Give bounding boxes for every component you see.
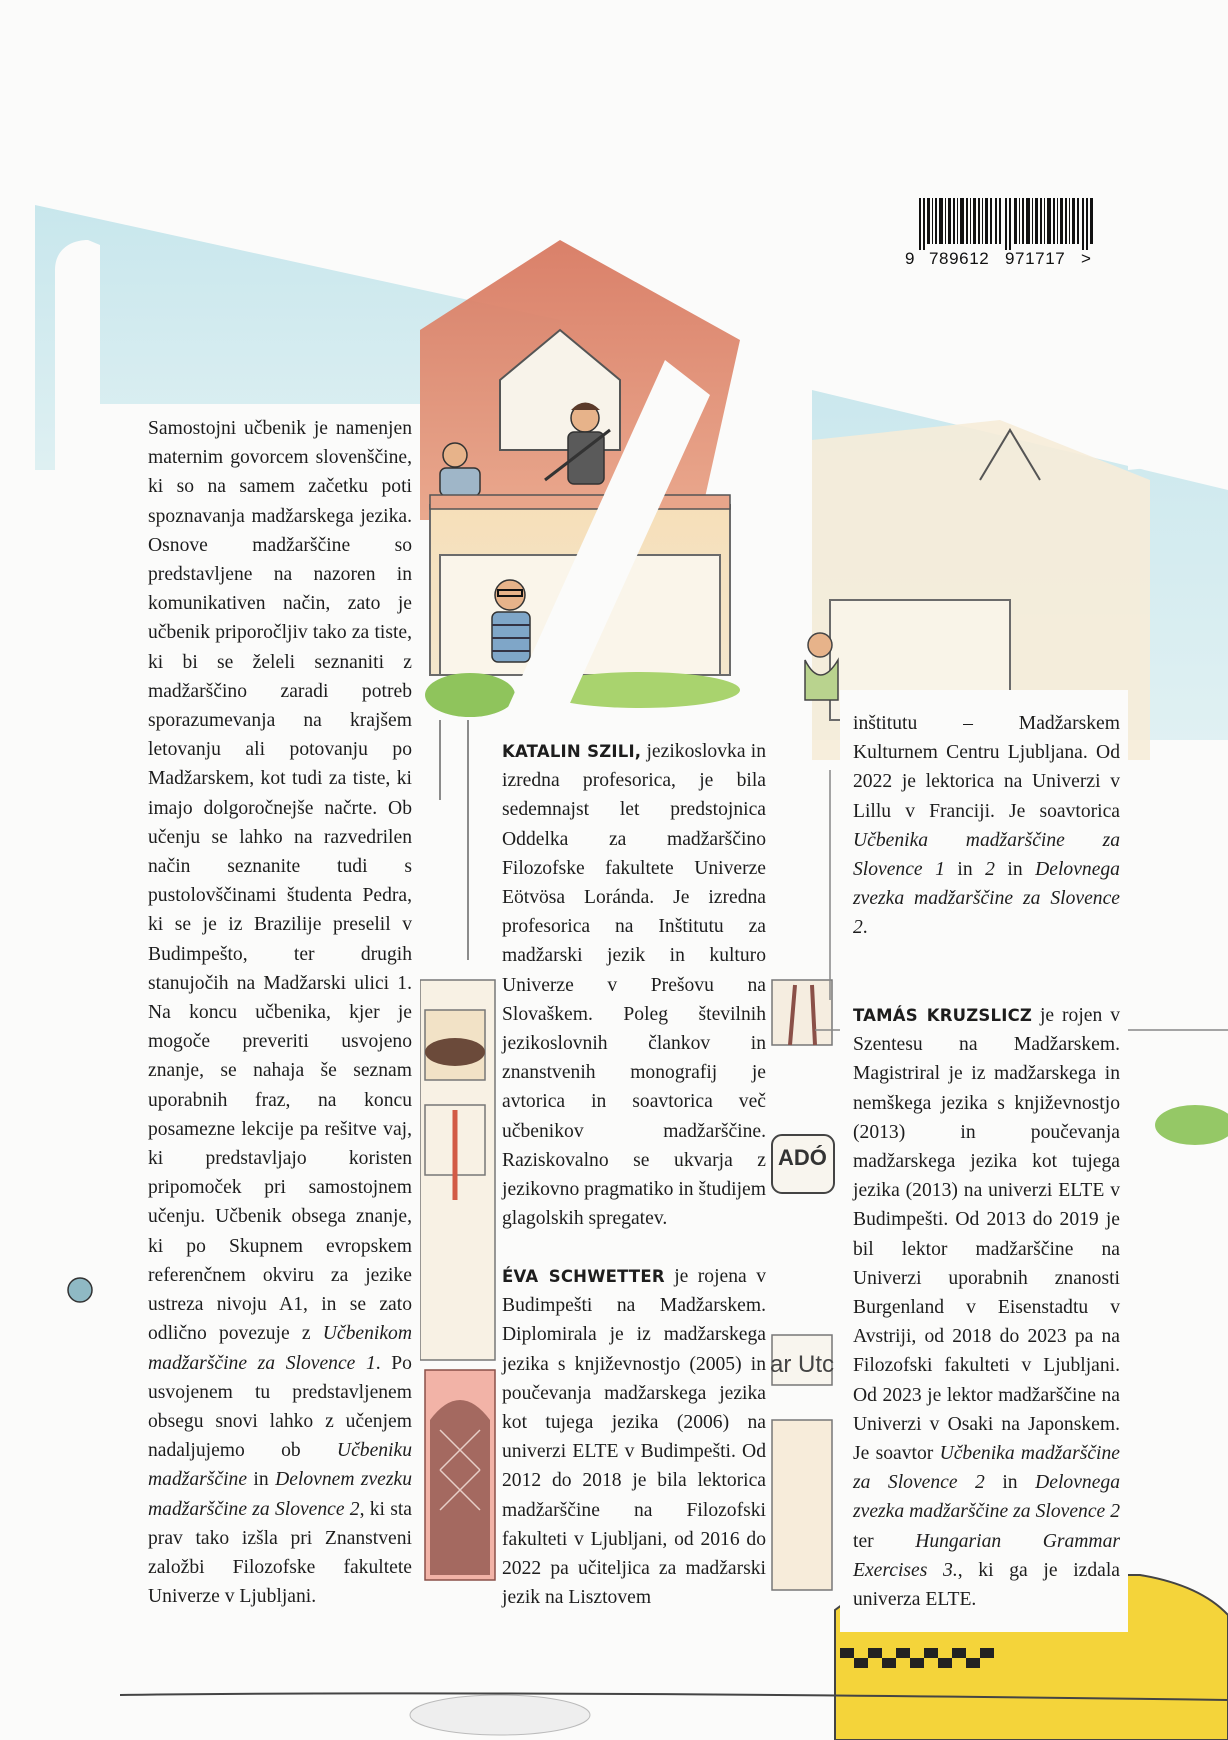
isbn-group-1: 789612: [929, 249, 990, 268]
schwetter-book-1: Učbenika madžarščine za Slovence 1: [853, 829, 1120, 881]
description-text-3: , ki sta prav tako izšla pri Znanstveni založbi Filozofske fakultete Univerze v Ljubljani.: [148, 1498, 412, 1608]
book-title-1: Učbenikom madžarščine za Slovence 1: [148, 1323, 412, 1374]
isbn-first-digit: 9: [905, 249, 916, 268]
description-and: in: [247, 1469, 276, 1491]
book-title-3: Delovnem zvezku madžarščine za Slovence 2: [148, 1469, 412, 1520]
shop-sign-ado: ADÓ: [778, 1145, 827, 1170]
isbn-end-mark: >: [1081, 249, 1092, 268]
barcode-bars: [919, 198, 1095, 250]
book-title-2: Učbeniku madžarščine: [148, 1440, 412, 1491]
schwetter-cont-1: inštitutu – Madžarskem Kulturnem Centru Ljubljana. Od 2022 je lektorica na Univerzi v Lillu v Franciji. Je soavtorica: [853, 713, 1120, 822]
schwetter-book-2: 2: [985, 859, 995, 881]
author-bio-schwetter-continued: [853, 709, 1120, 943]
author-name-schwetter: ÉVA SCHWETTER: [502, 1267, 665, 1286]
isbn-group-2: 971717: [1005, 249, 1066, 268]
schwetter-cont-in: in: [994, 859, 1036, 881]
isbn-barcode: [905, 198, 1095, 274]
street-sign: ar Utc: [770, 1351, 835, 1378]
author-text-szili: jezikoslovka in izredna profesorica, je bila sedemnajst let predstojnica Oddelka za madžarščino Filozofske fakultete Univerze Eötvösa Loránda. Je izredna profesorica na Inštitutu za madžarski jezik in kulturo Univerze v Prešovu na Slovaškem. Poleg številnih jezikoslovnih člankov in znanstvenih monografij je avtorica in soavtorica več učbenikov madžarščine. Raziskovalno se ukvarja z jezikovno pragmatiko in študijem glagolskih spregatev.: [502, 741, 766, 1230]
author-bio-schwetter: [502, 1262, 766, 1612]
schwetter-cont-end: .: [862, 917, 868, 939]
schwetter-cont-and: in: [944, 859, 986, 881]
kruzslicz-book-1: Učbenika madžarščine za Slovence 2: [853, 1443, 1120, 1494]
kruzslicz-ter: ter: [853, 1530, 916, 1552]
kruzslicz-end: , ki ga je izdala univerza ELTE.: [853, 1559, 1120, 1611]
author-text-kruzslicz: je rojen v Szentesu na Madžarskem. Magistriral je iz madžarskega in nemškega jezika s književnostjo (2013) in poučevanja madžarskega jezika kot tujega jezika (2013) na univerzi ELTE v Budimpešti. Od 2013 do 2019 je bil lektor madžarščine na Univerzi uporabnih znanosti Burgenland v Eisenstadtu v Avstriji, od 2018 do 2023 pa na Filozofski fakulteti v Ljubljani. Od 2023 je lektor madžarščine na Univerzi v Osaki na Japonskem. Je soavtor: [853, 1005, 1120, 1465]
description-text-1: Samostojni učbenik je namenjen maternim govorcem slovenščine, ki so na samem začetku poti spoznavanja madžarskega jezika. Osnove madžarščine so predstavljene na nazoren in komunikativen način, zato je učbenik priporočljiv tako za tiste, ki bi se želeli seznaniti z madžarščino zaradi potreb sporazumevanja na krajšem letovanju ali potovanju po Madžarskem, kot tudi za tiste, ki imajo dolgoročnejše načrte. Ob učenju se lahko na razvedrilen način seznanite tudi s pustolovščinami študenta Pedra, ki se je iz Brazilije preselil v Budimpešto, ter drugih stanujočih na Madžarski ulici 1. Na koncu učbenika, kjer je mogoče preveriti usvojeno znanje, se nahaja še seznam uporabnih fraz, na koncu posamezne lekcije pa rešitve vaj, ki predstavljajo koristen pripomoček pri samostojnem učenju. Učbenik obsega znanje, ki po Skupnem evropskem referenčnem okviru za jezike ustreza nivoju A1, in se zato odlično povezuje z: [148, 418, 412, 1345]
author-name-kruzslicz: TAMÁS KRUZSLICZ: [853, 1006, 1033, 1025]
author-bio-kruzslicz: [853, 1001, 1120, 1614]
description-paragraph: [148, 414, 412, 1611]
kruzslicz-book-2: Delovnega zvezka madžarščine za Slovence 2: [853, 1472, 1120, 1523]
kruzslicz-and: in: [984, 1472, 1036, 1494]
book-description: [148, 414, 412, 1611]
author-bio-szili: [502, 737, 766, 1233]
schwetter-book-3: Delovnega zvezka madžarščine za Slovence 2: [853, 859, 1120, 939]
author-name-szili: KATALIN SZILI,: [502, 742, 642, 761]
author-text-schwetter: je rojena v Budimpešti na Madžarskem. Diplomirala je iz madžarskega jezika s književnostjo (2005) in poučevanja madžarskega jezika kot tujega jezika (2006) na univerzi ELTE v Budimpešti. Od 2012 do 2018 je bila lektorica madžarščine na Filozofski fakulteti v Ljubljani, od 2016 do 2022 pa učiteljica za madžarski jezik na Lisztovem: [502, 1266, 766, 1609]
kruzslicz-book-3: Hungarian Grammar Exercises 3.: [853, 1530, 1120, 1581]
description-text-2: . Po usvojenem tu predstavljenem obsegu snovi lahko z učenjem nadaljujemo ob: [148, 1352, 412, 1462]
